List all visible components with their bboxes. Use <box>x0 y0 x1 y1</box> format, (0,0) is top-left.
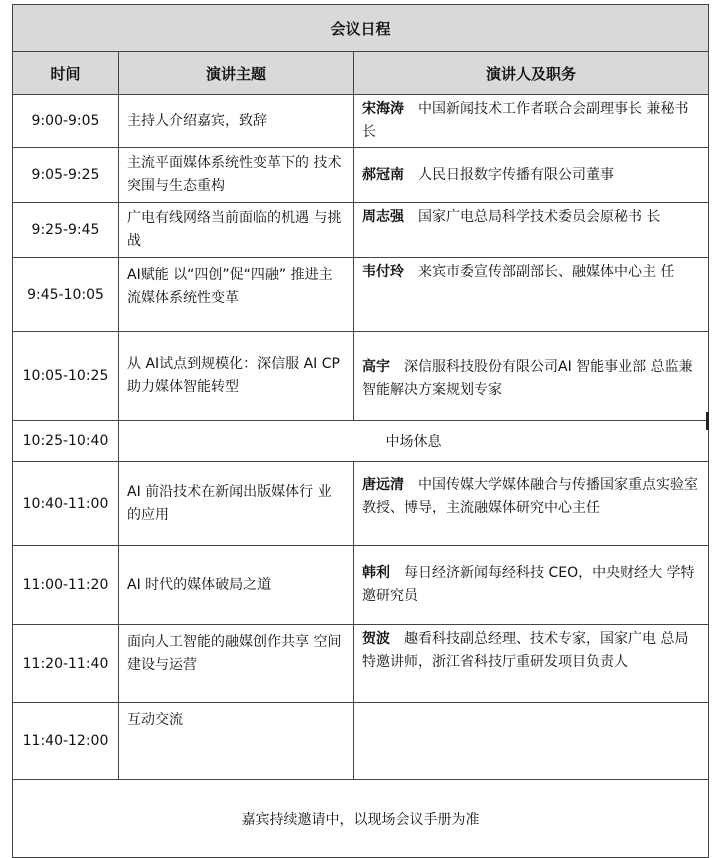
speaker-cell <box>354 462 709 546</box>
speaker-name: 韩利 <box>362 565 390 581</box>
table-row <box>13 546 709 625</box>
topic-cell: 主持人介绍嘉宾，致辞 <box>119 95 354 148</box>
break-row <box>13 421 709 462</box>
speaker-cell <box>354 148 709 203</box>
title-row <box>13 5 709 52</box>
topic-cell: AI 前沿技术在新闻出版媒体行 业的应用 <box>119 462 354 546</box>
table-title: 会议日程 <box>13 5 709 52</box>
table-row <box>13 258 709 332</box>
agenda-table <box>12 4 709 858</box>
time-cell: 11:00-11:20 <box>13 546 119 625</box>
speaker-name: 周志强 <box>362 209 404 225</box>
time-cell: 11:20-11:40 <box>13 625 119 703</box>
topic-cell: 面向人工智能的融媒创作共享 空间建设与运营 <box>119 625 354 703</box>
table-row <box>13 625 709 703</box>
table-row <box>13 203 709 258</box>
break-label: 中场休息 <box>119 421 709 462</box>
topic-cell: 从 AI试点到规模化：深信服 AI CP 助力媒体智能转型 <box>119 332 354 421</box>
time-cell: 9:05-9:25 <box>13 148 119 203</box>
speaker-name: 唐远清 <box>362 477 404 493</box>
speaker-title: 来宾市委宣传部副部长、融媒体中心主 任 <box>418 264 675 280</box>
footer-note: 嘉宾持续邀请中，以现场会议手册为准 <box>13 780 709 858</box>
time-cell: 10:25-10:40 <box>13 421 119 462</box>
speaker-title: 趣看科技副总经理、技术专家，国家广电 总局特邀讲师，浙江省科技厅重研发项目负责人 <box>362 631 689 670</box>
time-cell: 9:00-9:05 <box>13 95 119 148</box>
topic-cell: 主流平面媒体系统性变革下的 技术突围与生态重构 <box>119 148 354 203</box>
speaker-cell <box>354 332 709 421</box>
speaker-cell <box>354 95 709 148</box>
time-cell: 9:25-9:45 <box>13 203 119 258</box>
time-cell: 9:45-10:05 <box>13 258 119 332</box>
table-row <box>13 332 709 421</box>
speaker-cell <box>354 258 709 332</box>
topic-cell: AI 时代的媒体破局之道 <box>119 546 354 625</box>
table-row <box>13 703 709 780</box>
table-row <box>13 462 709 546</box>
speaker-title: 中国新闻技术工作者联合会副理事长 兼秘书长 <box>362 101 689 140</box>
speaker-title: 深信服科技股份有限公司AI 智能事业部 总监兼智能解决方案规划专家 <box>362 359 693 398</box>
time-cell: 10:05-10:25 <box>13 332 119 421</box>
topic-cell: 广电有线网络当前面临的机遇 与挑战 <box>119 203 354 258</box>
speaker-cell <box>354 203 709 258</box>
speaker-name: 郝冠南 <box>362 166 404 183</box>
header-speaker: 演讲人及职务 <box>354 52 709 95</box>
page-edge-mark <box>706 412 709 430</box>
speaker-name: 高宇 <box>362 359 390 375</box>
header-topic: 演讲主题 <box>119 52 354 95</box>
time-cell: 10:40-11:00 <box>13 462 119 546</box>
speaker-cell <box>354 546 709 625</box>
footer-row <box>13 780 709 858</box>
time-cell: 11:40-12:00 <box>13 703 119 780</box>
table-row <box>13 148 709 203</box>
speaker-title: 每日经济新闻每经科技 CEO，中央财经大 学特邀研究员 <box>362 565 695 604</box>
topic-cell: AI赋能 以“四创”促“四融” 推进主流媒体系统性变革 <box>119 258 354 332</box>
topic-cell: 互动交流 <box>119 703 354 780</box>
table-row <box>13 95 709 148</box>
header-time: 时间 <box>13 52 119 95</box>
speaker-title: 中国传媒大学媒体融合与传播国家重点实验室教授、博导，主流融媒体研究中心主任 <box>362 477 698 516</box>
speaker-cell <box>354 703 709 780</box>
speaker-title: 国家广电总局科学技术委员会原秘书 长 <box>418 209 661 225</box>
speaker-name: 贺波 <box>362 631 390 647</box>
speaker-name: 韦付玲 <box>362 264 404 280</box>
speaker-title: 人民日报数字传播有限公司董事 <box>418 166 614 183</box>
speaker-name: 宋海涛 <box>362 101 404 117</box>
speaker-cell <box>354 625 709 703</box>
header-row <box>13 52 709 95</box>
